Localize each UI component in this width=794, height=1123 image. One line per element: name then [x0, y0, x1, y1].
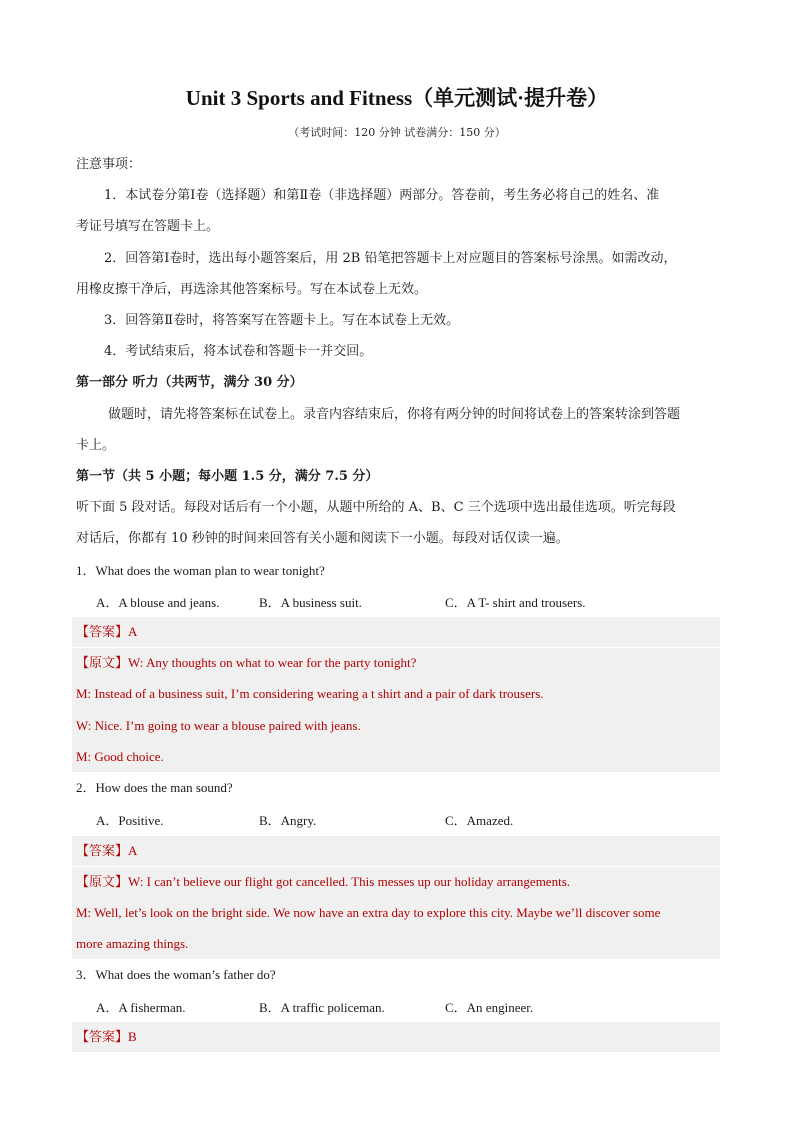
section1-intro: 听下面 5 段对话。每段对话后有一个小题，从题中所给的 A、B、C 三个选项中选出最佳选项。听完每段 [76, 500, 676, 515]
option-b: B．Angry. [259, 813, 317, 828]
part1-intro: 卡上。 [76, 438, 116, 453]
option-c: C．A T- shirt and trousers. [445, 595, 586, 610]
notice-item: 用橡皮擦干净后，再选涂其他答案标号。写在本试卷上无效。 [76, 282, 428, 297]
answer-value: A [128, 624, 138, 639]
answer-row [76, 622, 720, 643]
transcript-line: M: Instead of a business suit, I’m considering wearing a t shirt and a pair of dark trousers. [76, 686, 544, 701]
notice-item: 1．本试卷分第Ⅰ卷（选择题）和第Ⅱ卷（非选择题）两部分。答卷前，考生务必将自己的姓名、准 [104, 188, 660, 203]
transcript-label: 【原文】 [76, 656, 129, 671]
answer-value: A [128, 843, 138, 858]
transcript-label: 【原文】 [76, 875, 129, 890]
notice-item: 2．回答第Ⅰ卷时，选出每小题答案后，用 2B 铅笔把答题卡上对应题目的答案标号涂黑。如需改动， [104, 251, 677, 266]
option-b: B．A traffic policeman. [259, 1000, 385, 1015]
exam-info: （考试时间：120 分钟 试卷满分：150 分） [288, 126, 506, 139]
part1-heading: 第一部分 听力（共两节，满分 30 分） [76, 375, 303, 390]
option-a: A．Positive. [96, 813, 164, 828]
notice-item: 3．回答第Ⅱ卷时，将答案写在答题卡上。写在本试卷上无效。 [104, 313, 460, 328]
transcript-line: W: Any thoughts on what to wear for the party tonight? [128, 655, 417, 670]
part1-intro: 做题时，请先将答案标在试卷上。录音内容结束后，你将有两分钟的时间将试卷上的答案转涂到答题 [108, 407, 681, 422]
answer-label: 【答案】 [76, 625, 129, 640]
question-stem: 3．What does the woman’s father do? [76, 967, 276, 982]
notice-item: 考证号填写在答题卡上。 [76, 219, 220, 234]
answer-label: 【答案】 [76, 1030, 129, 1045]
transcript-line: W: I can’t believe our flight got cancelled. This messes up our holiday arrangements. [128, 874, 571, 889]
transcript-line: M: Well, let’s look on the bright side. We now have an extra day to explore this city. Maybe we’ll discover some [76, 905, 661, 920]
transcript-line: W: Nice. I’m going to wear a blouse paired with jeans. [76, 718, 361, 733]
answer-value: B [128, 1029, 137, 1044]
option-c: C．Amazed. [445, 813, 514, 828]
section1-heading: 第一节（共 5 小题；每小题 1.5 分，满分 7.5 分） [76, 469, 379, 484]
transcript-row [76, 653, 720, 674]
option-a: A．A blouse and jeans. [96, 595, 220, 610]
option-c: C．An engineer. [445, 1000, 534, 1015]
option-a: A．A fisherman. [96, 1000, 186, 1015]
notice-item: 4．考试结束后，将本试卷和答题卡一并交回。 [104, 344, 373, 359]
option-b: B．A business suit. [259, 595, 362, 610]
transcript-row [76, 872, 720, 893]
answer-label: 【答案】 [76, 844, 129, 859]
page-title: Unit 3 Sports and Fitness（单元测试·提升卷） [185, 86, 609, 110]
notice-heading: 注意事项： [76, 157, 142, 172]
answer-row [76, 1027, 720, 1048]
question-stem: 1．What does the woman plan to wear tonight? [76, 563, 325, 578]
answer-row [76, 841, 720, 862]
section1-intro: 对话后，你都有 10 秒钟的时间来回答有关小题和阅读下一小题。每段对话仅读一遍。 [76, 531, 569, 546]
transcript-line: M: Good choice. [76, 749, 164, 764]
question-stem: 2．How does the man sound? [76, 780, 233, 795]
transcript-line: more amazing things. [76, 936, 189, 951]
